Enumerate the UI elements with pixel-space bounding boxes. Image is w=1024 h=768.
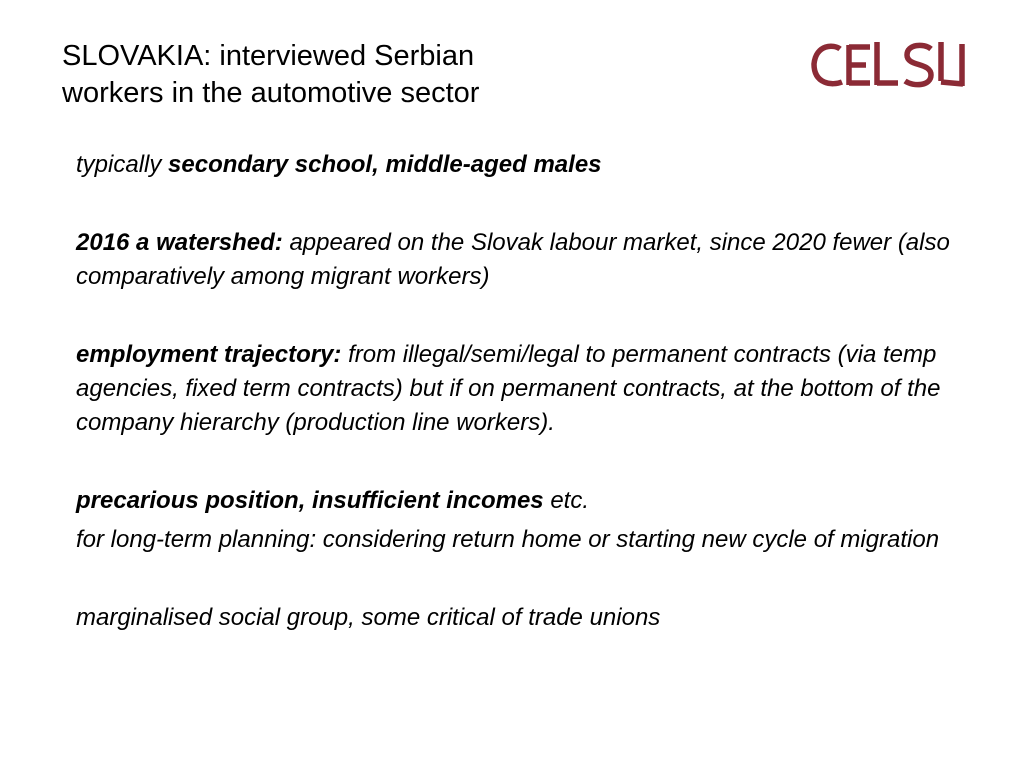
logo-text: CELSI [810,40,813,41]
bullet-long-term-planning: for long-term planning: considering return home or starting new cycle of migration [76,526,940,553]
slide-title [62,38,622,112]
slide-body [76,148,956,635]
bullet-marginalised-group: marginalised social group, some critical of trade unions [76,604,661,631]
slide-title-line-2: workers in the automotive sector [62,77,480,109]
celsi-logo [810,40,966,90]
bullet-precarious-position: precarious position, insufficient incomes etc. [76,487,590,514]
bullet-watershed: 2016 a watershed: appeared on the Slovak labour market, since 2020 fewer (also comparatively among migrant workers) [76,229,950,290]
bullet-employment-trajectory: employment trajectory: from illegal/semi/legal to permanent contracts (via temp agencies, fixed term contracts) but if on permanent contracts, at the bottom of the company hierarchy (production line workers). [76,341,941,436]
bullet-education: typically secondary school, middle-aged males [76,151,602,178]
slide-title-line-1: SLOVAKIA: interviewed Serbian [62,40,475,72]
